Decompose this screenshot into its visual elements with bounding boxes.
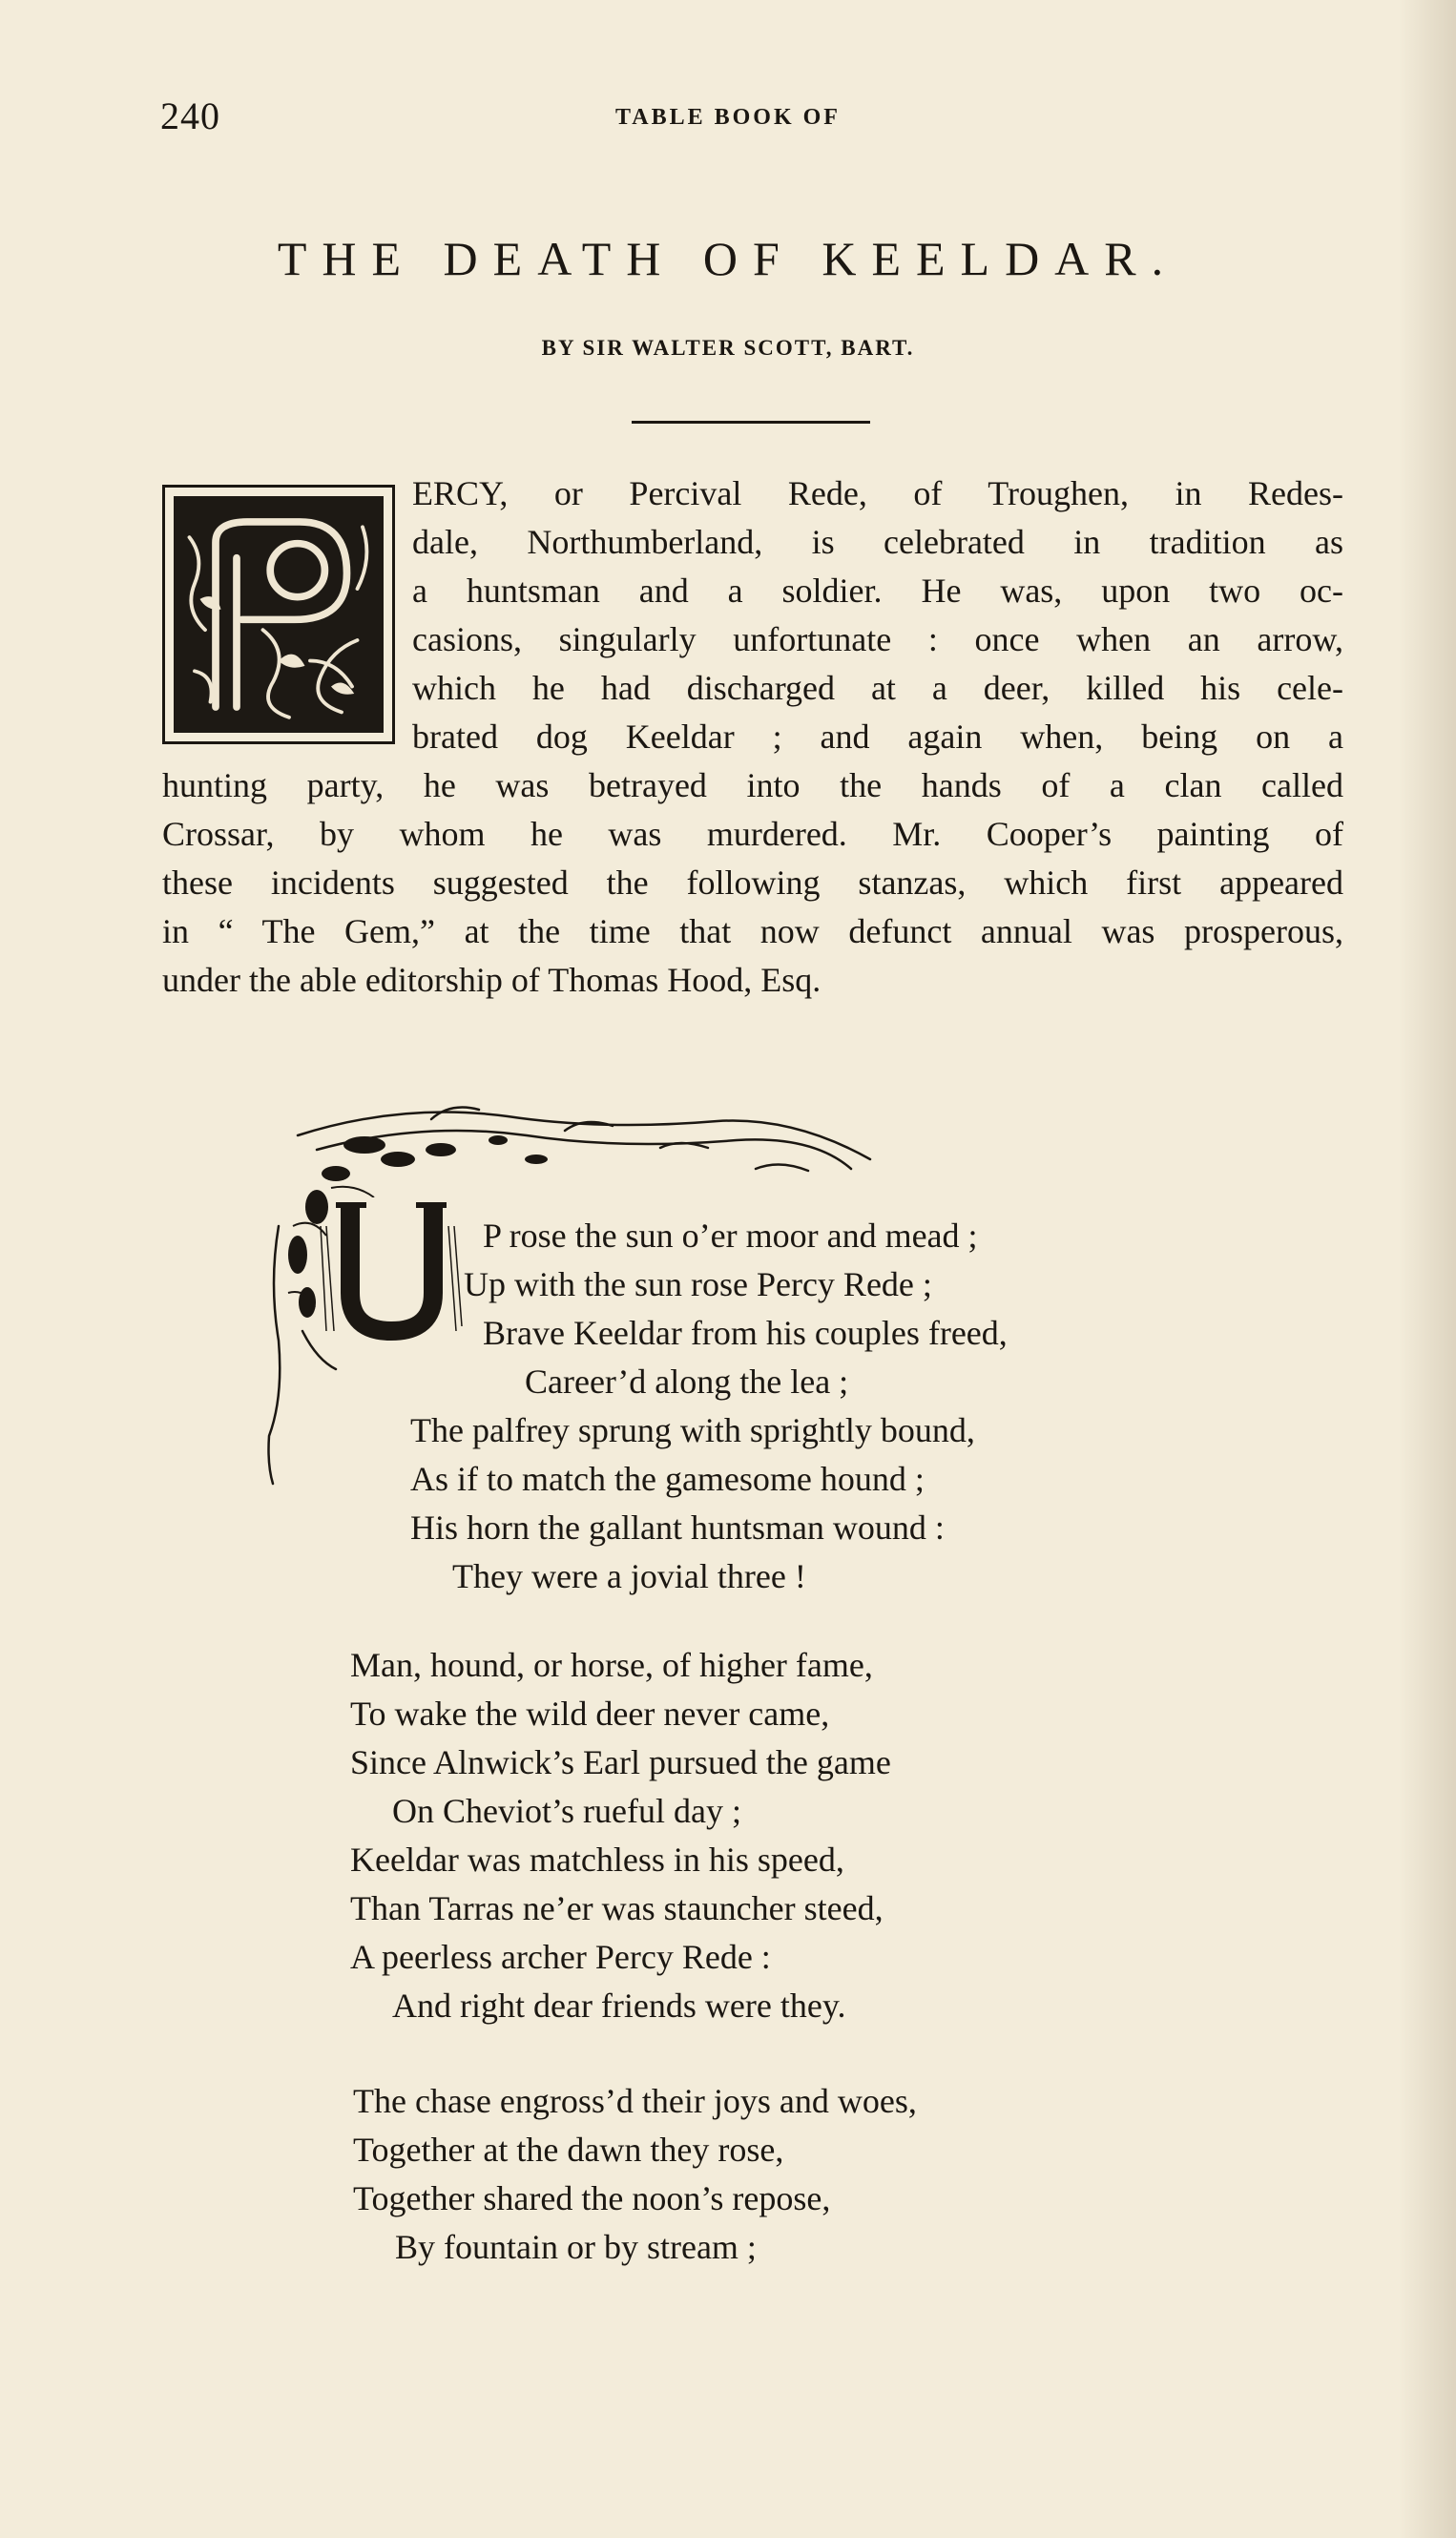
page-number: 240 (160, 94, 220, 137)
poem-line: The chase engross’d their joys and woes, (353, 2082, 917, 2120)
poem-line: As if to match the gamesome hound ; (410, 1460, 925, 1498)
poem-line: Since Alnwick’s Earl pursued the game (350, 1743, 891, 1781)
poem-line: Up with the sun rose Percy Rede ; (464, 1265, 932, 1303)
intro-lines-full-width (162, 761, 1343, 1005)
decorated-dropcap-p-icon (162, 485, 395, 744)
poem-line: And right dear friends were they. (392, 1987, 846, 2025)
poem-line: His horn the gallant huntsman wound : (410, 1508, 945, 1547)
poem-line: To wake the wild deer never came, (350, 1695, 830, 1733)
running-title: TABLE BOOK OF (615, 105, 841, 130)
intro-line: a huntsman and a soldier. He was, upon two oc- (412, 572, 1343, 610)
poem-line: Career’d along the lea ; (525, 1363, 849, 1401)
intro-line: in “ The Gem,” at the time that now defunct annual was prosperous, (162, 912, 1343, 950)
title-rule-divider (632, 421, 870, 424)
poem-line: The palfrey sprung with sprightly bound, (410, 1411, 975, 1449)
poem-line: Man, hound, or horse, of higher fame, (350, 1646, 873, 1684)
intro-line: which he had discharged at a deer, killed his cele- (412, 669, 1343, 707)
intro-line: hunting party, he was betrayed into the hands of a clan called (162, 766, 1343, 804)
page-edge-shading (1399, 0, 1456, 2538)
poem-stanza-3 (353, 2077, 917, 2272)
intro-line: brated dog Keeldar ; and again when, being on a (412, 718, 1343, 756)
poem-line: Together at the dawn they rose, (353, 2131, 784, 2169)
poem-line: Keeldar was matchless in his speed, (350, 1841, 844, 1879)
intro-line: ERCY, or Percival Rede, of Troughen, in Redes- (412, 474, 1343, 512)
intro-line: dale, Northumberland, is celebrated in tradition as (412, 523, 1343, 561)
poem-line: Brave Keeldar from his couples freed, (483, 1314, 1008, 1352)
intro-line: casions, singularly unfortunate : once when an arrow, (412, 620, 1343, 658)
intro-line: Crossar, by whom he was murdered. Mr. Cooper’s painting of (162, 815, 1343, 853)
poem-line: Than Tarras ne’er was stauncher steed, (350, 1889, 884, 1927)
intro-lines-beside-dropcap (412, 469, 1343, 761)
poem-line: They were a jovial three ! (452, 1557, 806, 1595)
article-title: THE DEATH OF KEELDAR. (277, 232, 1179, 285)
poem-line: P rose the sun o’er moor and mead ; (483, 1217, 978, 1255)
poem-line: A peerless archer Percy Rede : (350, 1938, 771, 1976)
intro-line: these incidents suggested the following stanzas, which first appeared (162, 863, 1343, 902)
poem-line: On Cheviot’s rueful day ; (392, 1792, 741, 1830)
poem-stanza-2 (350, 1641, 891, 2030)
poem-line: Together shared the noon’s repose, (353, 2179, 831, 2217)
article-byline: BY SIR WALTER SCOTT, BART. (541, 336, 915, 360)
intro-line: under the able editorship of Thomas Hood, Esq. (162, 961, 822, 999)
poem-stanza-1 (240, 1212, 1008, 1601)
poem-line: By fountain or by stream ; (395, 2228, 757, 2266)
